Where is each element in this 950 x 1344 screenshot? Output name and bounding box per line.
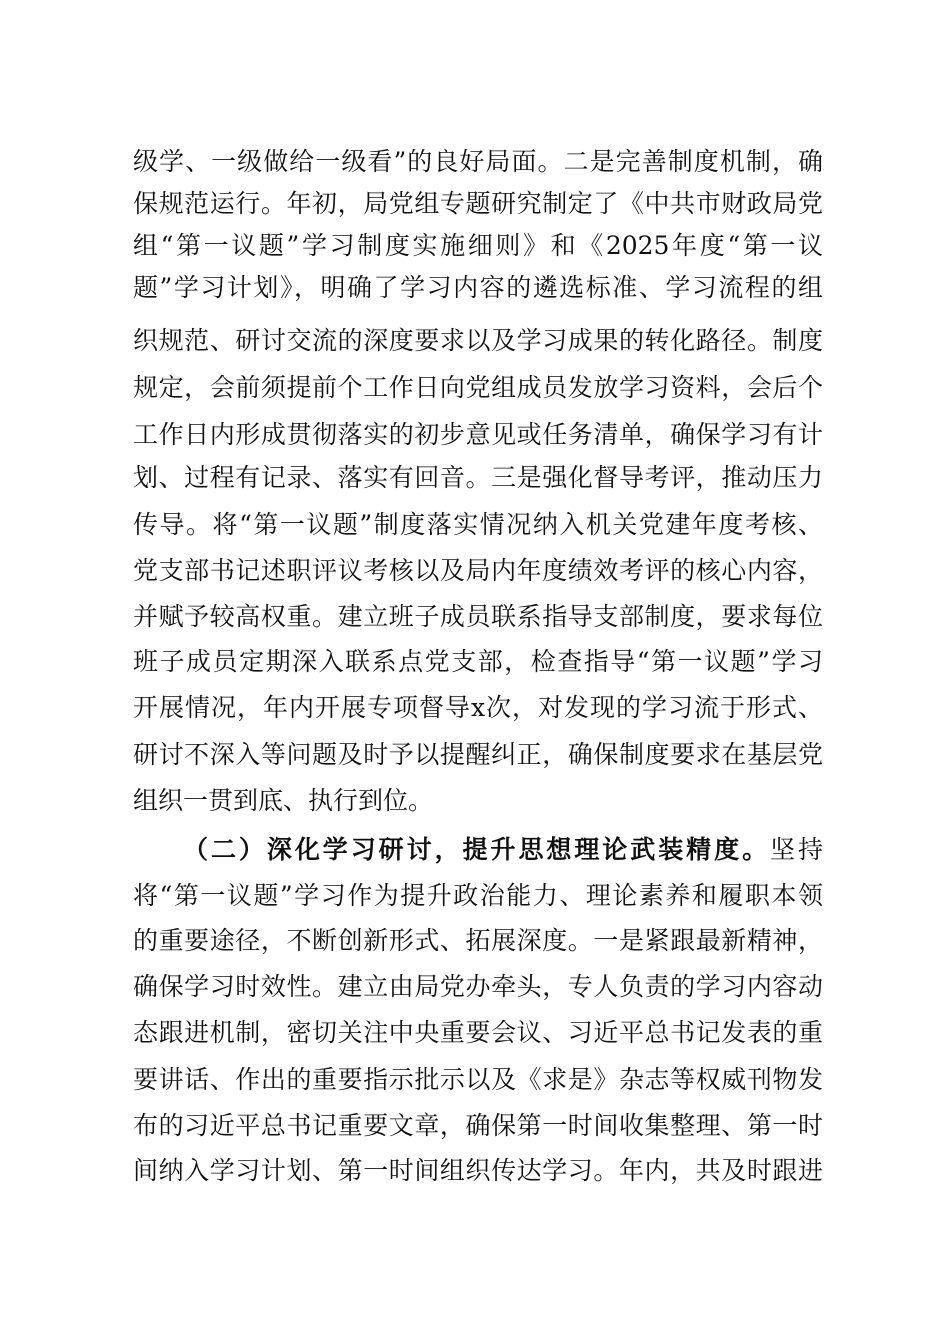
body-line: 传导。将“第一议题”制度落实情况纳入机关党建年度考核、 <box>133 510 823 539</box>
body-line: 组“第一议题”学习制度实施细则》和《2025年度“第一议 <box>133 231 823 260</box>
section-heading-line <box>183 829 823 871</box>
section-line: 要讲话、作出的重要指示批示以及《求是》杂志等权威刊物发 <box>133 1065 823 1094</box>
section-line: 将“第一议题”学习作为提升政治能力、理论素养和履职本领 <box>133 881 823 910</box>
body-line: 题”学习计划》，明确了学习内容的遴选标准、学习流程的组 <box>133 273 823 302</box>
body-line: 班子成员定期深入联系点党支部，检查指导“第一议题”学习 <box>133 647 823 676</box>
body-line: 保规范运行。年初，局党组专题研究制定了《中共市财政局党 <box>133 189 823 218</box>
body-line: 研讨不深入等问题及时予以提醒纠正，确保制度要求在基层党 <box>133 740 823 769</box>
body-line: 规定，会前须提前个工作日向党组成员发放学习资料，会后个 <box>133 373 823 402</box>
section-line: 态跟进机制，密切关注中央重要会议、习近平总书记发表的重 <box>133 1018 823 1047</box>
body-line: 并赋予较高权重。建立班子成员联系指导支部制度，要求每位 <box>133 602 823 631</box>
section-heading: （二）深化学习研讨，提升思想理论武装精度。 <box>183 835 771 864</box>
section-line: 间纳入学习计划、第一时间组织传达学习。年内，共及时跟进 <box>133 1156 823 1185</box>
section-line: 确保学习时效性。建立由局党办牵头，专人负责的学习内容动 <box>133 972 823 1001</box>
body-line: 级学、一级做给一级看”的良好局面。二是完善制度机制，确 <box>133 147 823 176</box>
section-heading-tail: 坚持 <box>770 835 823 864</box>
section-line: 的重要途径，不断创新形式、拓展深度。一是紧跟最新精神， <box>133 926 823 955</box>
section-line: 布的习近平总书记重要文章，确保第一时间收集整理、第一时 <box>133 1111 823 1140</box>
body-line: 划、过程有记录、落实有回音。三是强化督导考评，推动压力 <box>133 463 823 492</box>
body-line-end: 组织一贯到底、执行到位。 <box>133 786 434 815</box>
body-line: 党支部书记述职评议考核以及局内年度绩效考评的核心内容， <box>133 556 823 585</box>
body-line: 开展情况，年内开展专项督导x次，对发现的学习流于形式、 <box>133 693 823 722</box>
body-line: 工作日内形成贯彻落实的初步意见或任务清单，确保学习有计 <box>133 420 823 449</box>
body-line: 织规范、研讨交流的深度要求以及学习成果的转化路径。制度 <box>133 326 823 355</box>
